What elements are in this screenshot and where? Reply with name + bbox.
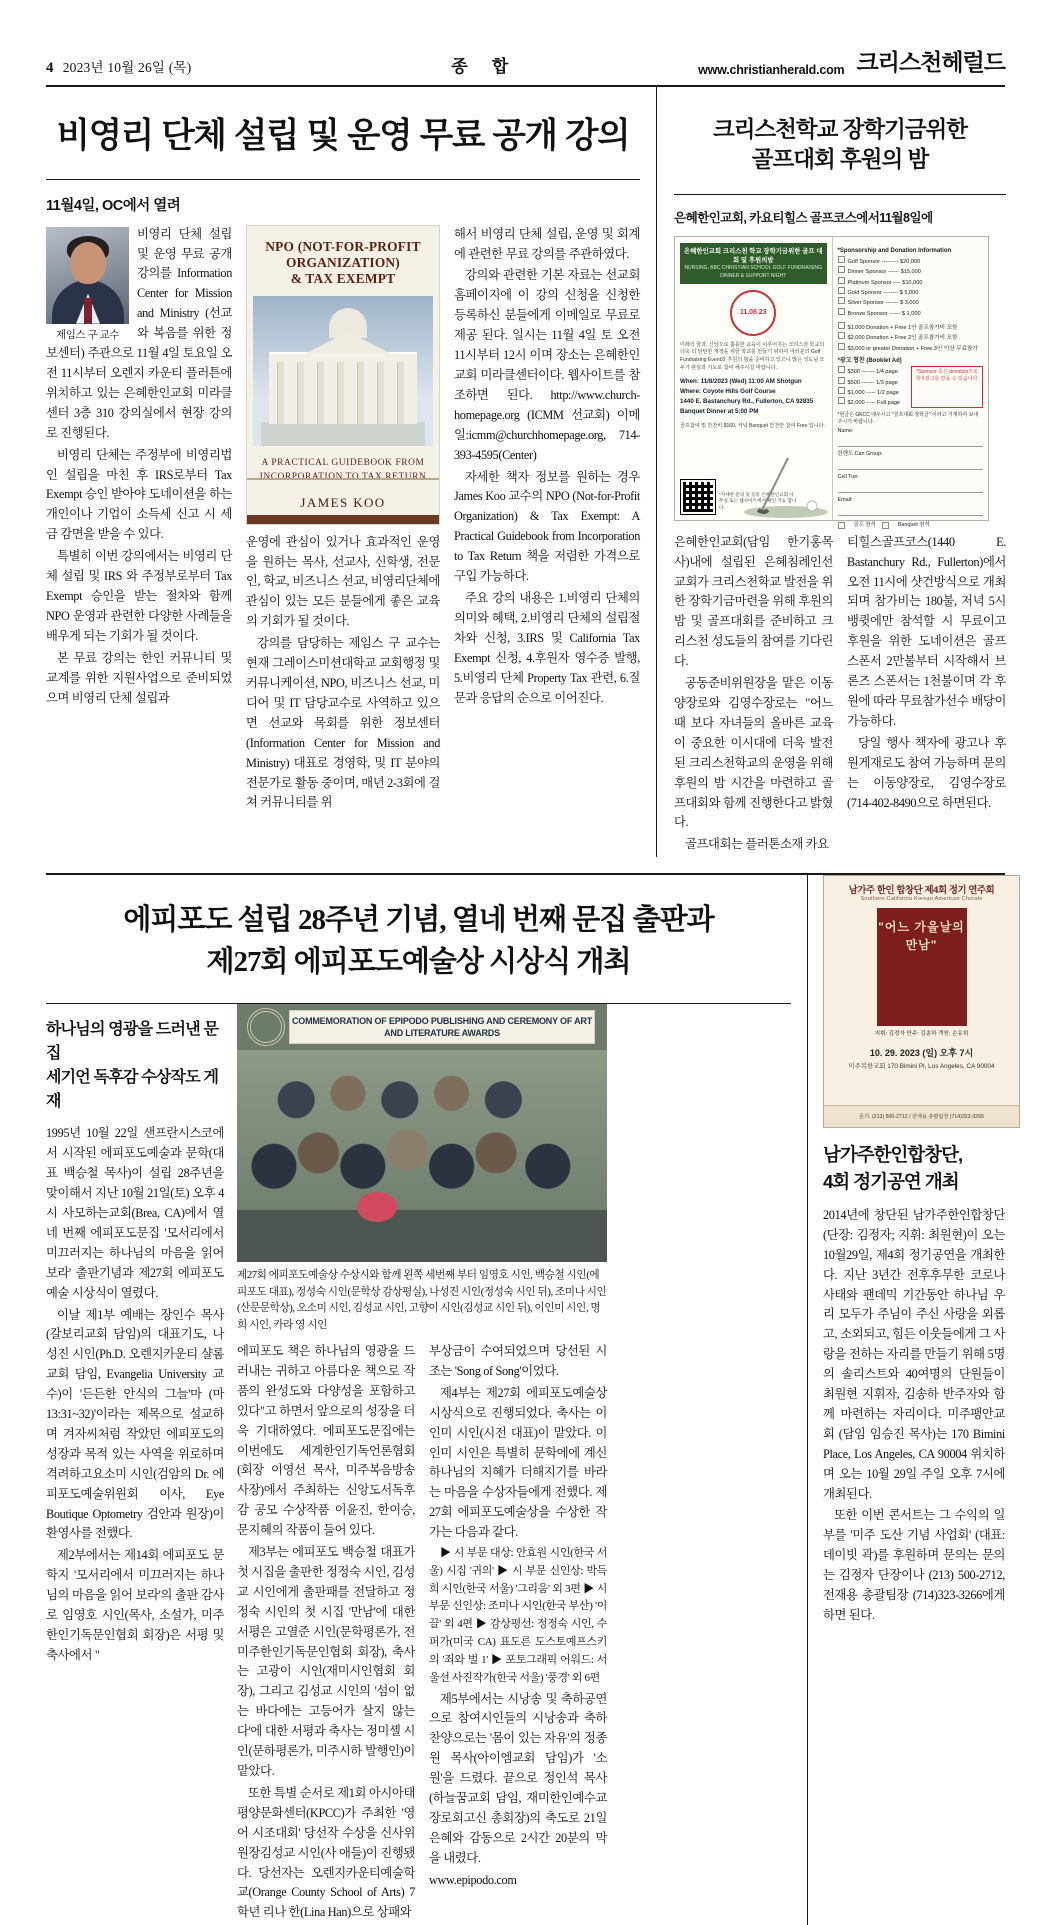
paragraph: 해서 비영리 단체 설립, 운영 및 회계에 관련한 무료 강의를 주관하였다.	[454, 226, 640, 261]
flyer-sponsor-row: Dinner Sponsor ------ $15,000	[838, 266, 984, 276]
flyer-group-input[interactable]	[838, 461, 984, 470]
story-epipodo-body-2	[237, 1342, 415, 1925]
paragraph: 티힐스골프코스(1440 E. Bastanchury Rd., Fullerton)에서 오전 11시에 샷건방식으로 개최되며 참가비는 180불, 저녁 5시 뱅큇에만 참석할 시 무료이고 후원을 위한 도네이션은 골프 스폰서 2만불부터 시작해서 브론즈 스폰서는 1천불이며 각 후원에 따라 무료참가선수 배당이 가능하다.	[847, 534, 1006, 728]
flyer-donation-row: $1,000 Donation + Free 1인 골프참가비 포함	[838, 322, 984, 332]
story-epipodo-body-3	[429, 1342, 607, 1925]
story-golf-subhead: 은혜한인교회, 카요티힐스 골프코스에서11월8일에	[674, 210, 933, 225]
flyer-booklet-row: $2,000 ----- Full page	[838, 397, 910, 407]
portrait-block	[46, 227, 129, 342]
chorale-poster-image	[823, 875, 1020, 1128]
flyer-booklet-block	[838, 366, 984, 408]
flyer-date-text: 11.08.23	[739, 309, 767, 317]
flyer-field-label: Email:	[837, 497, 853, 504]
flyer-booklet-note: *Sponsor 혹은 donation으로 책자광고를 받을 수 있습니다.	[911, 366, 983, 408]
paragraph: 에피포도 책은 하나님의 영광을 드러내는 귀하고 아름다운 책으로 작품의 완성도와 다양성을 포함하고 있다"고 하면서 앞으로의 성장을 더욱 기대하였다. 에피포도문집에는 이번에도 세계한인기독언론협회(회장 이영선 목사, 미주복음방송 사장)에서 주최하는 신앙도서독후감 공모 수상작품 이윤진, 한이승, 문지혜의 작품이 들어 있다.	[237, 1343, 415, 1538]
paragraph: 1995년 10월 22일 샌프란시스코에서 시작된 에피포도예술과 문학(대표 백승철 목사)이 설립 28주년을 맞이해서 지난 10월 21일(토) 오후 4시 사모하는교회(Brea, CA)에서 열네 번째 에피포도문집 '모서리에서 미끄러지는 하나님의 마음을 읽어 보라' 출판기념과 제27회 에피포도예술 시상식이 열렸다.	[46, 1126, 224, 1300]
paragraph: 자세한 책자 정보를 원하는 경우 James Koo 교수의 NPO (Not-for-Profit Organization) & Tax Exempt: A Practical Guidebook from Incorporation to Tax Return 책을 저렴한 가격으로 구입 가능하다.	[454, 469, 640, 584]
story-npo-col-3	[454, 225, 640, 816]
paragraph: 또한 이번 콘서트는 그 수익의 일부를 '미주 도산 기념 사업회' (대표: 데이빗 곽)를 후원하며 문의는 문의는 김정자 단장이나 (213) 500-2712, 전재용 총괄팀장 (714)323-3266에게 하면 된다.	[823, 1508, 1005, 1622]
flyer-name-input[interactable]	[838, 438, 984, 447]
wreath-icon	[247, 1008, 285, 1046]
flyer-gkcc-note: *현금은 GKCC 에우시고 "골프대회 장학금" 이라고 기재하여 보내주시기 바랍니다.	[837, 411, 979, 426]
paragraph: 당일 행사 책자에 광고나 후원게재로도 참여 가능하며 문의는 이동양장로, 김영수장로(714-402-8490으로 하면된다.	[847, 735, 1006, 810]
paragraph: 또한 특별 순서로 제1회 아시아태평양문화센터(KPCC)가 주최한 '영어 시조대회' 당선작 수상을 신사위원장김성교 시인(사 애들)이 진행됐다. 당선자는 오렌지카운티예술학교(Orange County School of Arts) 7학년 리나 한(Lina Han)으로 상패와	[237, 1785, 415, 1920]
story-epipodo-headline	[46, 899, 791, 983]
qr-code-icon	[681, 480, 715, 514]
story-golf-headline-line2: 골프대회 후원의 밤	[751, 147, 929, 173]
flyer-field-label: Name:	[837, 427, 854, 434]
flyer-when-line: 1440 E. Bastanchury Rd., Fullerton, CA 92835	[680, 398, 814, 406]
story-epipodo-headline-line2: 제27회 에피포도예술상 시상식 개최	[206, 946, 631, 979]
flyer-price-note: 골프참여 및 만찬비 $160, 저녁 Banquet 만찬만 참여 Free 입니다.	[680, 423, 825, 430]
paragraph: 부상금이 수여되었으며 당선된 시조는 'Song of Song'이었다.	[429, 1343, 607, 1378]
book-title	[247, 226, 439, 288]
paragraph: 골프대회는 플러톤소재 카요	[685, 837, 829, 852]
story-epipodo-body-1	[46, 1124, 224, 1665]
bottom-section	[46, 875, 1005, 1925]
site-url[interactable]: www.christianherald.com	[698, 63, 845, 77]
paragraph: 특별히 이번 강의에서는 비영리 단체 설립 및 IRS 와 주정부로부터 Tax Exempt 승인을 받는 절차와 함께 NPO 운영과 관련한 다양한 사례들을 배우게 되는 기회가 될 것이다.	[46, 549, 232, 643]
flyer-right-panel	[833, 237, 989, 529]
paragraph: 강의를 담당하는 제임스 구 교수는 현재 그레이스미션대학교 교회행정 및 커뮤니케이션, NPO, 비즈니스 선교, 미디어 및 IT 담당교수로 사역하고 있으면 선교와 목회를 위한 정보센터(Information Center for Mission and Ministry) 대표로 경영학, 및 IT 분야의 전문가로 활동 중이며, 매년 2-3회에 걸쳐 커뮤니티를 위	[246, 636, 440, 810]
poster-credits: 지휘: 김정자 반주: 김송하 객원: 손유희	[874, 1031, 969, 1038]
flyer-field-label: 한핸도 Can Group:	[837, 450, 883, 457]
paragraph: 은혜한인교회(담임 한기홍목사)내에 설립된 은혜침례인선교회가 크리스천학교 발전을 위한 장학기금마련을 위해 후원의 밤 및 골프대회를 준비하고 크리스천 성도들의 참여를 기다린다.	[674, 534, 833, 669]
photo-banner-text: COMMEMORATION OF EPIPODO PUBLISHING AND CEREMONY OF ART AND LITERATURE AWARDS	[289, 1010, 595, 1044]
issue-date: 2023년 10월 26일 (목)	[62, 60, 192, 75]
section-title: 종 합	[451, 57, 519, 76]
flyer-sponsor-row: Gold Sponsor -------- $ 5,000	[838, 287, 984, 297]
golf-checkbox[interactable]	[838, 522, 845, 529]
story-npo-columns	[46, 225, 640, 816]
paragraph: 공동준비위원장을 맡은 이동양장로와 김영수장로는 "어느때 보다 자녀들의 올바른 교육이 중요한 이시대에 더욱 발전된 크리스천학교의 운영을 위해 후원의 밤 시간을 마련하고 골프대회와 함께 진행한다고 밝혔다.	[674, 676, 833, 830]
flyer-sponsor-row: Golf Sponsor --------- $20,000	[838, 256, 984, 266]
flyer-booklet-title: *광고 협찬 (Booklet Ad)	[837, 358, 902, 365]
photo-caption: 제임스 구 교수	[56, 329, 119, 341]
poster-title: 남가주 한인 합창단 제4회 정기 연주회	[848, 884, 995, 896]
website-link[interactable]: www.epipodo.com	[429, 1872, 517, 1887]
flyer-date-badge	[730, 290, 776, 336]
flyer-sponsor-row: Platinum Sponsor ---- $10,000	[838, 277, 984, 287]
story-golf-columns	[674, 533, 1006, 858]
paragraph: 주요 강의 내용은 1.비영리 단체의 의미와 혜택, 2.비영리 단체의 설립절차와 신청, 3.IRS 및 California Tax Exempt 신청, 4.후원자 영수증 발행, 5.비영리 단체 Property Tax 관련, 6.질문과 응답의 순으로 이어진다.	[454, 590, 640, 705]
divider	[46, 179, 640, 180]
flyer-sponsor-title: *Sponsorship and Donation Information	[837, 247, 952, 254]
book-title-line3: & TAX EXEMPT	[290, 271, 396, 287]
story-golf-col-2	[847, 533, 1006, 858]
flyer-header-en: NURSING, BBC CHRISTIAN SCHOOL GOLF FUNDRAISING DINNER & SUPPORT NIGHT	[684, 265, 823, 279]
flyer-form-fields	[838, 427, 984, 516]
flyer-header-kr: 은혜한인교회 크리스천 학교 장학기금위한 골프 대회 및 후원의밤	[683, 247, 823, 265]
paragraph: 비영리 단체 설립 및 운영 무료 공개 강의를 Information Center for Mission and Ministry (선교와 복음를 위한 정보센터) 주관으로 11월 4일 토요일 오전 11시부터 오렌지 카운티 플러튼에 위치하고 있는 은혜한인교회 미라클 센터 3층 310 강의실에서 현장 강의로 진행된다.	[46, 226, 232, 440]
paragraph: 운영에 관심이 있거나 효과적인 운영을 원하는 목사, 선교사, 신학생, 전문인, 학교, 비즈니스 선교, 비영리단체에 관심이 있는 모든 분들에게 좋은 교육의 기회가 될 것이다.	[246, 534, 440, 629]
subhead-line2: 세기언 독후감 수상작도 게재	[46, 1069, 219, 1111]
story-npo-col-2	[246, 225, 440, 816]
flyer-field-label: Cell Tue:	[837, 474, 859, 481]
photo-caption: 제27회 에피포도예술상 수상시와 함께 왼쪽 세번째 부터 임영호 시인, 백승철 시인(에피포도 대표), 정성숙 시인(문학상 감상평실), 나성진 시인(정성숙 시인 뒤), 조미나 시인(산문문학상), 오소미 시인, 김성교 시인, 고향이 시인(김성교 시인 뒤), 이인미 시인, 명희 시인, 카라 영 시인	[237, 1270, 607, 1331]
subhead-line1: 하나님의 영광을 드러낸 문집	[46, 1021, 219, 1063]
top-section	[46, 87, 1005, 857]
book-cover-illustration	[253, 296, 433, 446]
flyer-sponsor-row: Silver Sponsor ------- $ 3,000	[838, 297, 984, 307]
flyer-email-input[interactable]	[838, 507, 984, 516]
banquet-checkbox-label: Banquet 참석	[897, 522, 930, 529]
paragraph: 제4부는 제27회 에피포도예술상 시상식으로 진행되었다. 축사는 이인미 시인(시전 대표)이 맡았다. 이인미 시인은 특별히 문학에에 계신 하나님의 지혜가 더해지기를 바라는 마음을 수상자들에게 전했다. 제27회 에피포도예술상을 수상한 작가는 다음과 같다.	[429, 1385, 607, 1540]
poster-subtitle: Southern California Korean American Chorale	[860, 896, 983, 903]
poster-date: 10. 29. 2023 (일) 오후 7시	[869, 1047, 974, 1058]
story-npo-body-2	[246, 533, 440, 814]
paragraph: 제5부에서는 시낭송 및 축하공연으로 참여시인들의 시낭송과 축하 찬양으로는 '몸이 있는 자유'의 정종원 목사(아이엠교회 담임)가 '소원'을 드렸다. 끝으로 정인석 목사(하늘꿈교회 담임, 재미한인예수교장로회고신 총회장)의 축도로 21일 은혜와 감동으로 2시간 20분의 막을 내렸다.	[429, 1691, 607, 1865]
flyer-when-line: Where: Coyote Hills Golf Course	[680, 388, 776, 396]
flyer-donation-row: $3,000 or greater Donation + Free 3인 이상 무료참가	[838, 343, 984, 353]
awards-ceremony-photo	[237, 1004, 607, 1262]
book-title-line2: ORGANIZATION)	[286, 255, 400, 271]
masthead-right	[698, 44, 1005, 77]
story-npo-headline: 비영리 단체 설립 및 운영 무료 공개 강의	[56, 117, 630, 155]
paragraph: 2014년에 창단된 남가주한인합창단 (단장: 김정자; 지휘: 최원현)이 오는 10월29일, 제4회 정기공연을 개최한다. 지난 3년간 전후후무한 코로나 사태와 팬데믹 기간동안 하나님 우리 모두가 주님이 주신 사랑을 외롭고, 소외되고, 힘든 이웃들에게 그 사랑을 전하는 자리를 만들기 위해 5명의 솔리스트와 40여명의 단원들이 최원현 지휘자, 김송하 반주자와 함께 마련하는 자리이다. 미주팽안교회 (담임 임승진 목사)는 170 Bimini Place, Los Angeles, CA 90004 위치하며 오는 10월 29일 주일 오후 7시에 개최된다.	[823, 1207, 1005, 1501]
divider	[674, 194, 1006, 195]
masthead-left	[46, 56, 191, 77]
golf-checkbox-label: 골프 참석	[853, 522, 876, 529]
book-subtitle: A PRACTICAL GUIDEBOOK FROM INCORPORATION TO TAX RETURN	[259, 457, 427, 482]
story-epipodo-photo-block	[237, 1004, 607, 1925]
page-number: 4	[46, 60, 54, 76]
paragraph: 강의와 관련한 기본 자료는 선교회 홈페이지에 이 강의 신청을 신청한 등록하신 분들에게 이메일로 무료로 제공 된다. 일시는 11월 4일 토 오전 11시부터 12시 이며 장소는 은혜한인교회 미라클센터이다. 웹사이트를 참조하면 된다. http://www.church-homepage.org (ICMM 선교회) 이메일:icmm@churchhomepage.org, 714-393-4595(Center)	[454, 268, 640, 462]
flyer-booklet-row: $1,000 ----- 1/2 page	[838, 387, 910, 397]
story-epipodo-columns	[46, 1004, 791, 1925]
story-npo-col-1	[46, 225, 232, 816]
publication-logo: 크리스천헤럴드	[856, 49, 1005, 75]
poster-venue: 미주복한교회 170 Bimini Pl, Los Angeles, CA 90004	[848, 1062, 995, 1070]
story-chorale-body	[823, 1206, 1005, 1626]
paragraph: 제2부에서는 제14회 에피포도 문학지 '모서리에서 미끄러지는 하나님의 마음을 읽어 보라'의 출판 감사로 임영호 시인(목사, 소설가, 미주한인기독문인협회 회장)은 서평 및 축사에서 "	[46, 1548, 224, 1662]
flyer-booklet-row: $300 ------- 1/4 page	[838, 366, 910, 376]
paragraph: 비영리 단체는 주정부에 비영리법인 설립을 마친 후 IRS로부터 Tax Exempt 승인 받아야 도네이션을 하는 개인이나 기업이 소득세 신고 시 세금 감면을 받을 수 있다.	[46, 447, 232, 542]
flyer-when-block	[680, 377, 827, 417]
flyer-qr-note: *자세한 문의 및 등록 은혜한인교회 사무실 또는 웹사이트에서 확인 가능 합니다	[719, 491, 797, 511]
story-npo-subhead: 11월4일, OC에서 열려	[46, 197, 181, 214]
story-golf-headline-line1: 크리스천학교 장학기금위한	[712, 117, 968, 142]
flyer-attendance-checkboxes	[838, 521, 984, 529]
golf-flyer-image	[674, 236, 989, 529]
book-title-line1: NPO (NOT-FOR-PROFIT	[265, 238, 421, 254]
story-npo	[46, 87, 656, 857]
book-cover-image	[246, 225, 440, 525]
flyer-intro: 미래의 꿈과, 신앙으로 훌륭한 교육이 이루어지는 크리스천 학교의 더욱 더 탄탄한 재정을 위한 학교를 만들기 위하여 여러분의 Golf Fundraising Event와 후원의 밤을 준비하고 있으니 많은 성도님 모두가 관심과 기도로 참여 해주시길 바랍니다.	[680, 341, 825, 371]
award-list: ▶ 시 부문 대상: 안효원 시인(한국 서울) 시집 '귀의' ▶ 시 부문 신인상: 박득희 시인(한국 서울) '그리움' 외 3편 ▶ 시 부문 신인상: 조미나 시인(한국 부산) '이끌' 외 4편 ▶ 감상평선: 정정숙 시인, 수퍼가(미국 CA) 표도른 도스토예프스키의 '죄와 벌 1' ▶ 포토그래픽 어워드: 서울선 사진작가(한국 서울) '풍경' 외 6편	[429, 1547, 607, 1684]
masthead	[46, 0, 1005, 83]
professor-photo	[46, 227, 129, 324]
story-golf-col-1	[674, 533, 833, 858]
story-chorale	[808, 875, 1005, 1925]
flyer-when-line: When: 11/8/2023 (Wed) 11:00 AM Shotgun	[680, 378, 802, 386]
paragraph: 제3부는 에피포도 백승철 대표가 첫 시집을 출판한 정정숙 시인, 김성교 시인에게 출판패를 전달하고 정정숙 시인의 첫 시집 '만남'에 대한 서평은 고열준 시인(문학평론가, 전 미주한인기독문인협회 회장), 축사는 고광이 시인(재미시인협회 회장), 그리고 김성교 시인의 '섬이 없는 바다에는 고등어가 살지 않는다'에 대한 서평과 축사는 정미셸 시인(문하평론가, 미주시하 발행인)이 맡았다.	[237, 1545, 415, 1778]
flyer-donation-row: $2,000 Donation + Free 2인 골프참가비 포함	[838, 332, 984, 342]
story-epipodo	[46, 875, 807, 1925]
golfer-illustration	[742, 440, 830, 518]
story-golf-headline	[674, 115, 1006, 176]
flyer-left-panel	[675, 237, 833, 520]
paragraph: 본 무료 강의는 한인 커뮤니티 및 교계를 위한 지원사업으로 준비되었으며 비영리 단체 설립과	[46, 650, 232, 705]
flyer-header	[680, 243, 827, 284]
story-epipodo-lower-columns	[237, 1342, 607, 1925]
flyer-sponsor-row: Bronze Sponsor ------ $ 1,000	[838, 308, 984, 318]
poster-contact: 문의: (213) 500-2712 / 전재용 총괄팀장 (714)323-3266	[824, 1105, 1019, 1127]
paragraph: 이날 제1부 예배는 장인수 목사(갈보리교회 담임)의 대표기도, 나성진 시인(Ph.D. 오렌지카운티 샬롬교회 담임, Evangelia University 교수)이 '든든한 안식의 그늘'마 (마 13:31~32)'이라는 제목으로 설교하며 겨자씨처럼 작았던 에피포도의 성장과 목적 있는 사역을 위로하며 격려하고요소미 시인(검암의 Dr. 에피포도예술위원회 이사, Eye Boutique Optometry 검안과 원장)이 환영사를 전했다.	[46, 1307, 224, 1541]
flyer-when-line: Banquet Dinner at 5:00 PM	[680, 408, 759, 416]
flyer-phone-input[interactable]	[838, 484, 984, 493]
story-chorale-headline	[823, 1142, 1005, 1196]
book-author: JAMES KOO	[300, 494, 386, 510]
chorale-headline-line1: 남가주한인합창단,	[823, 1144, 963, 1166]
story-epipodo-col-1	[46, 1004, 224, 1925]
story-npo-body-3	[454, 225, 640, 709]
banquet-checkbox[interactable]	[882, 522, 889, 529]
story-epipodo-headline-line1: 에피포도 설립 28주년 기념, 열네 번째 문집 출판과	[123, 904, 714, 937]
flyer-booklet-row: $500 ------- 1/3 page	[838, 377, 910, 387]
story-golf	[657, 87, 1006, 857]
poster-concert-name: "어느 가을날의 만남"	[877, 908, 967, 1026]
story-epipodo-subhead	[46, 1018, 224, 1114]
chorale-headline-line2: 4회 정기공연 개최	[823, 1171, 959, 1193]
